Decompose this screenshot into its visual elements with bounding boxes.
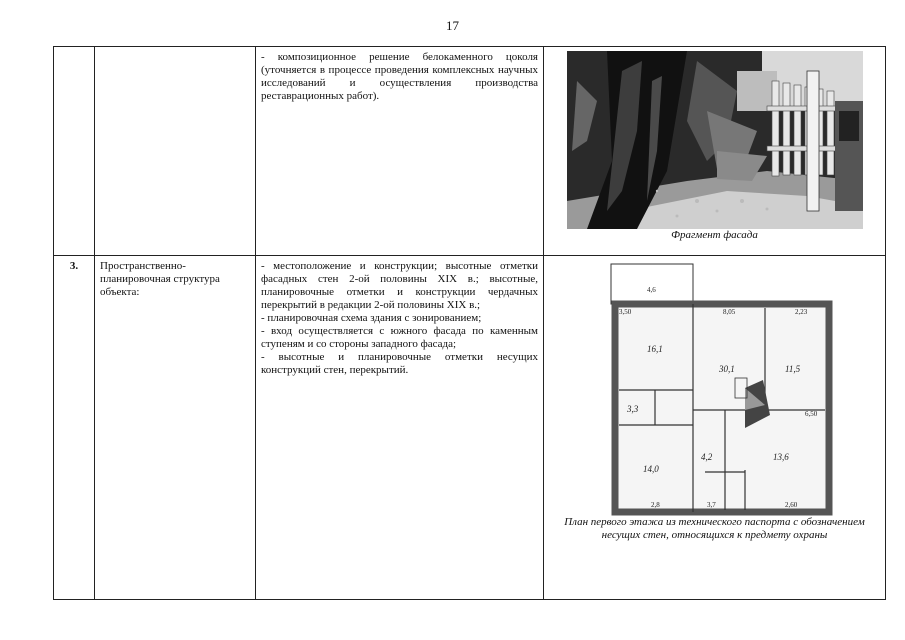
facade-photo bbox=[567, 51, 863, 229]
row-subject-cell: Пространственно-планировочная структура объекта: bbox=[95, 256, 256, 600]
row-features-cell bbox=[256, 47, 544, 256]
plan-room-area: 3,3 bbox=[626, 404, 638, 414]
row-features-cell bbox=[256, 256, 544, 600]
plan-dimension: 2,8 bbox=[650, 501, 660, 509]
plan-room-area: 11,5 bbox=[784, 364, 800, 374]
plan-dimension: 2,23 bbox=[794, 308, 807, 316]
plan-room-area: 16,1 bbox=[646, 344, 663, 354]
table-row bbox=[54, 47, 886, 256]
heritage-features-table bbox=[53, 46, 886, 600]
plan-dimension: 6,50 bbox=[804, 410, 817, 418]
table-row bbox=[54, 256, 886, 600]
plan-room-area: 30,1 bbox=[718, 364, 735, 374]
plan-room-area: 14,0 bbox=[642, 464, 659, 474]
feature-item: - местоположение и конструкции; высотные отметки фасадных стен 2-ой половины XIX в.; высотные, планировочные отметки и конструкции чердачных перекрытий в редакции 2-ой половины XIX в.; bbox=[261, 260, 538, 311]
plan-room-area: 13,6 bbox=[772, 452, 789, 462]
row-image-cell bbox=[544, 47, 886, 256]
plan-room-area: 4,2 bbox=[700, 452, 712, 462]
plan-dimension: 8,05 bbox=[722, 308, 735, 316]
row-image-cell bbox=[544, 256, 886, 600]
plan-dimension: 2,60 bbox=[784, 501, 797, 509]
feature-item: - композиционное решение белокаменного цоколя (уточняется в процессе проведения комплексных научных исследований и осуществления производства реставрационных работ). bbox=[261, 51, 538, 102]
floor-plan-caption: План первого этажа из технического паспорта с обозначением несущих стен, относящихся к предмету охраны bbox=[564, 516, 865, 541]
facade-photo-caption: Фрагмент фасада bbox=[671, 229, 758, 241]
page-number: 17 bbox=[446, 18, 459, 33]
row-subject-cell bbox=[95, 47, 256, 256]
row-number-cell: 3. bbox=[54, 256, 95, 600]
row-number-cell bbox=[54, 47, 95, 256]
feature-item: - планировочная схема здания с зонированием; bbox=[261, 312, 482, 324]
plan-dimension: 4,6 bbox=[646, 286, 656, 294]
plan-dimension: 3,50 bbox=[618, 308, 631, 316]
plan-dimension: 3,7 bbox=[706, 501, 716, 509]
floor-plan bbox=[595, 260, 835, 516]
feature-item: - вход осуществляется с южного фасада по каменным ступеням и со стороны западного фасада; bbox=[261, 325, 538, 350]
feature-item: - высотные и планировочные отметки несущих конструкций стен, перекрытий. bbox=[261, 351, 538, 376]
